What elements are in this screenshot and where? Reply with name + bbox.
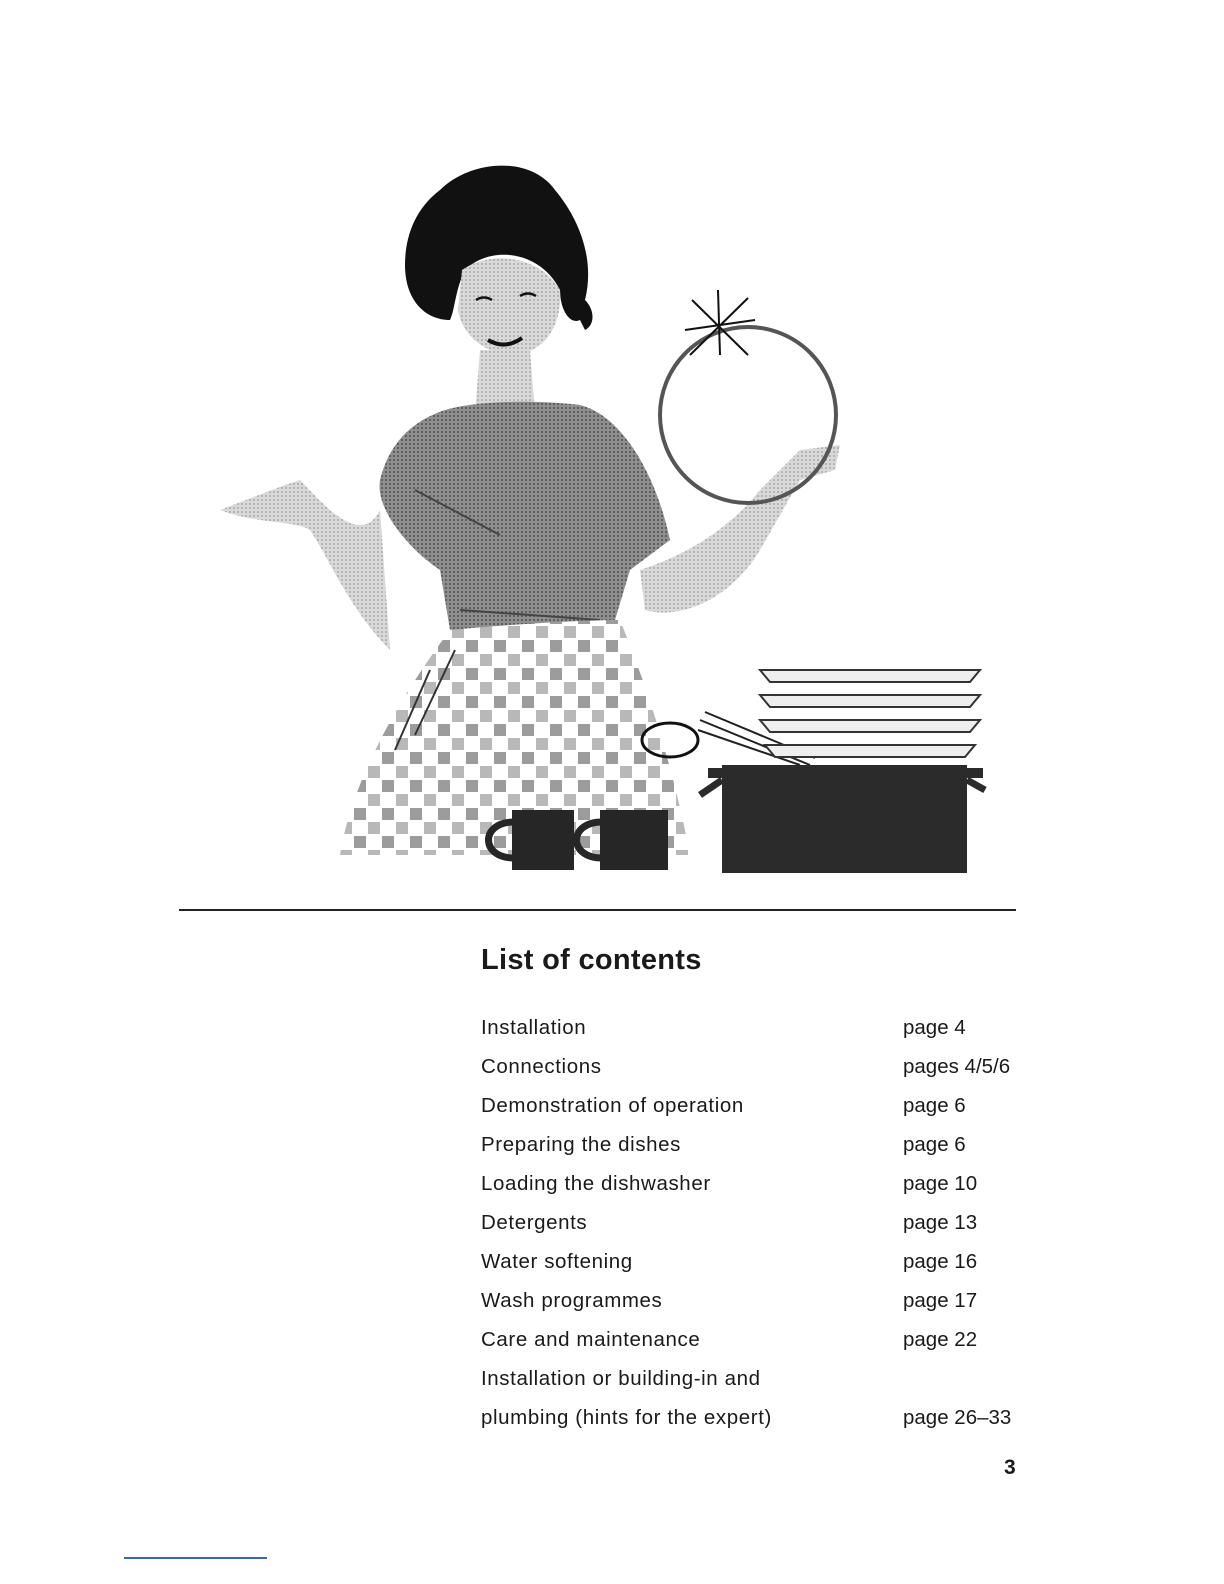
plate-stack xyxy=(760,670,980,757)
cup-right xyxy=(600,810,668,870)
toc-entry-label: Detergents xyxy=(481,1211,588,1234)
toc-entry-label: Installation xyxy=(481,1016,587,1039)
toc-entry-label: Water softening xyxy=(481,1250,633,1273)
dishwashing-woman-illustration xyxy=(200,150,1000,890)
toc-entry-page: page 4 xyxy=(903,1016,966,1039)
toc-entry-label: Care and maintenance xyxy=(481,1328,701,1351)
toc-entry xyxy=(481,1125,1041,1164)
page-number: 3 xyxy=(1004,1456,1016,1479)
face xyxy=(458,258,560,355)
toc-entry xyxy=(481,1164,1041,1203)
toc-entry xyxy=(481,1203,1041,1242)
toc-entry-label: Connections xyxy=(481,1055,602,1078)
toc-entry-label: Demonstration of operation xyxy=(481,1094,744,1117)
toc-entry-page: page 26–33 xyxy=(903,1406,1012,1429)
plate xyxy=(660,327,836,503)
toc-entry-page: page 22 xyxy=(903,1328,978,1351)
toc-entry-page: page 17 xyxy=(903,1289,978,1312)
left-arm xyxy=(220,480,390,650)
cooking-pot xyxy=(722,765,967,873)
toc-entry xyxy=(481,1398,1041,1437)
cup-left xyxy=(512,810,574,870)
toc-entry xyxy=(481,1320,1041,1359)
toc-title: List of contents xyxy=(481,944,702,976)
footer-line xyxy=(124,1557,267,1559)
toc-entry-page: page 6 xyxy=(903,1094,966,1117)
toc-entry-page: pages 4/5/6 xyxy=(903,1055,1011,1078)
toc-entry-label: Preparing the dishes xyxy=(481,1133,682,1156)
toc-entry xyxy=(481,1086,1041,1125)
blouse xyxy=(380,402,670,630)
toc-entry-page: page 16 xyxy=(903,1250,978,1273)
toc-entry-label: Installation or building-in and xyxy=(481,1367,761,1390)
toc-entry xyxy=(481,1047,1041,1086)
toc-entry xyxy=(481,1359,1041,1398)
toc-entry-page: page 10 xyxy=(903,1172,978,1195)
table-of-contents xyxy=(481,1008,1041,1437)
section-divider xyxy=(179,909,1016,911)
toc-entry-label: plumbing (hints for the expert) xyxy=(481,1406,772,1429)
toc-entry-page: page 6 xyxy=(903,1133,966,1156)
toc-entry-page: page 13 xyxy=(903,1211,978,1234)
toc-entry-label: Wash programmes xyxy=(481,1289,663,1312)
toc-entry-label: Loading the dishwasher xyxy=(481,1172,711,1195)
toc-entry xyxy=(481,1242,1041,1281)
toc-entry xyxy=(481,1281,1041,1320)
right-arm xyxy=(640,445,840,613)
toc-entry xyxy=(481,1008,1041,1047)
